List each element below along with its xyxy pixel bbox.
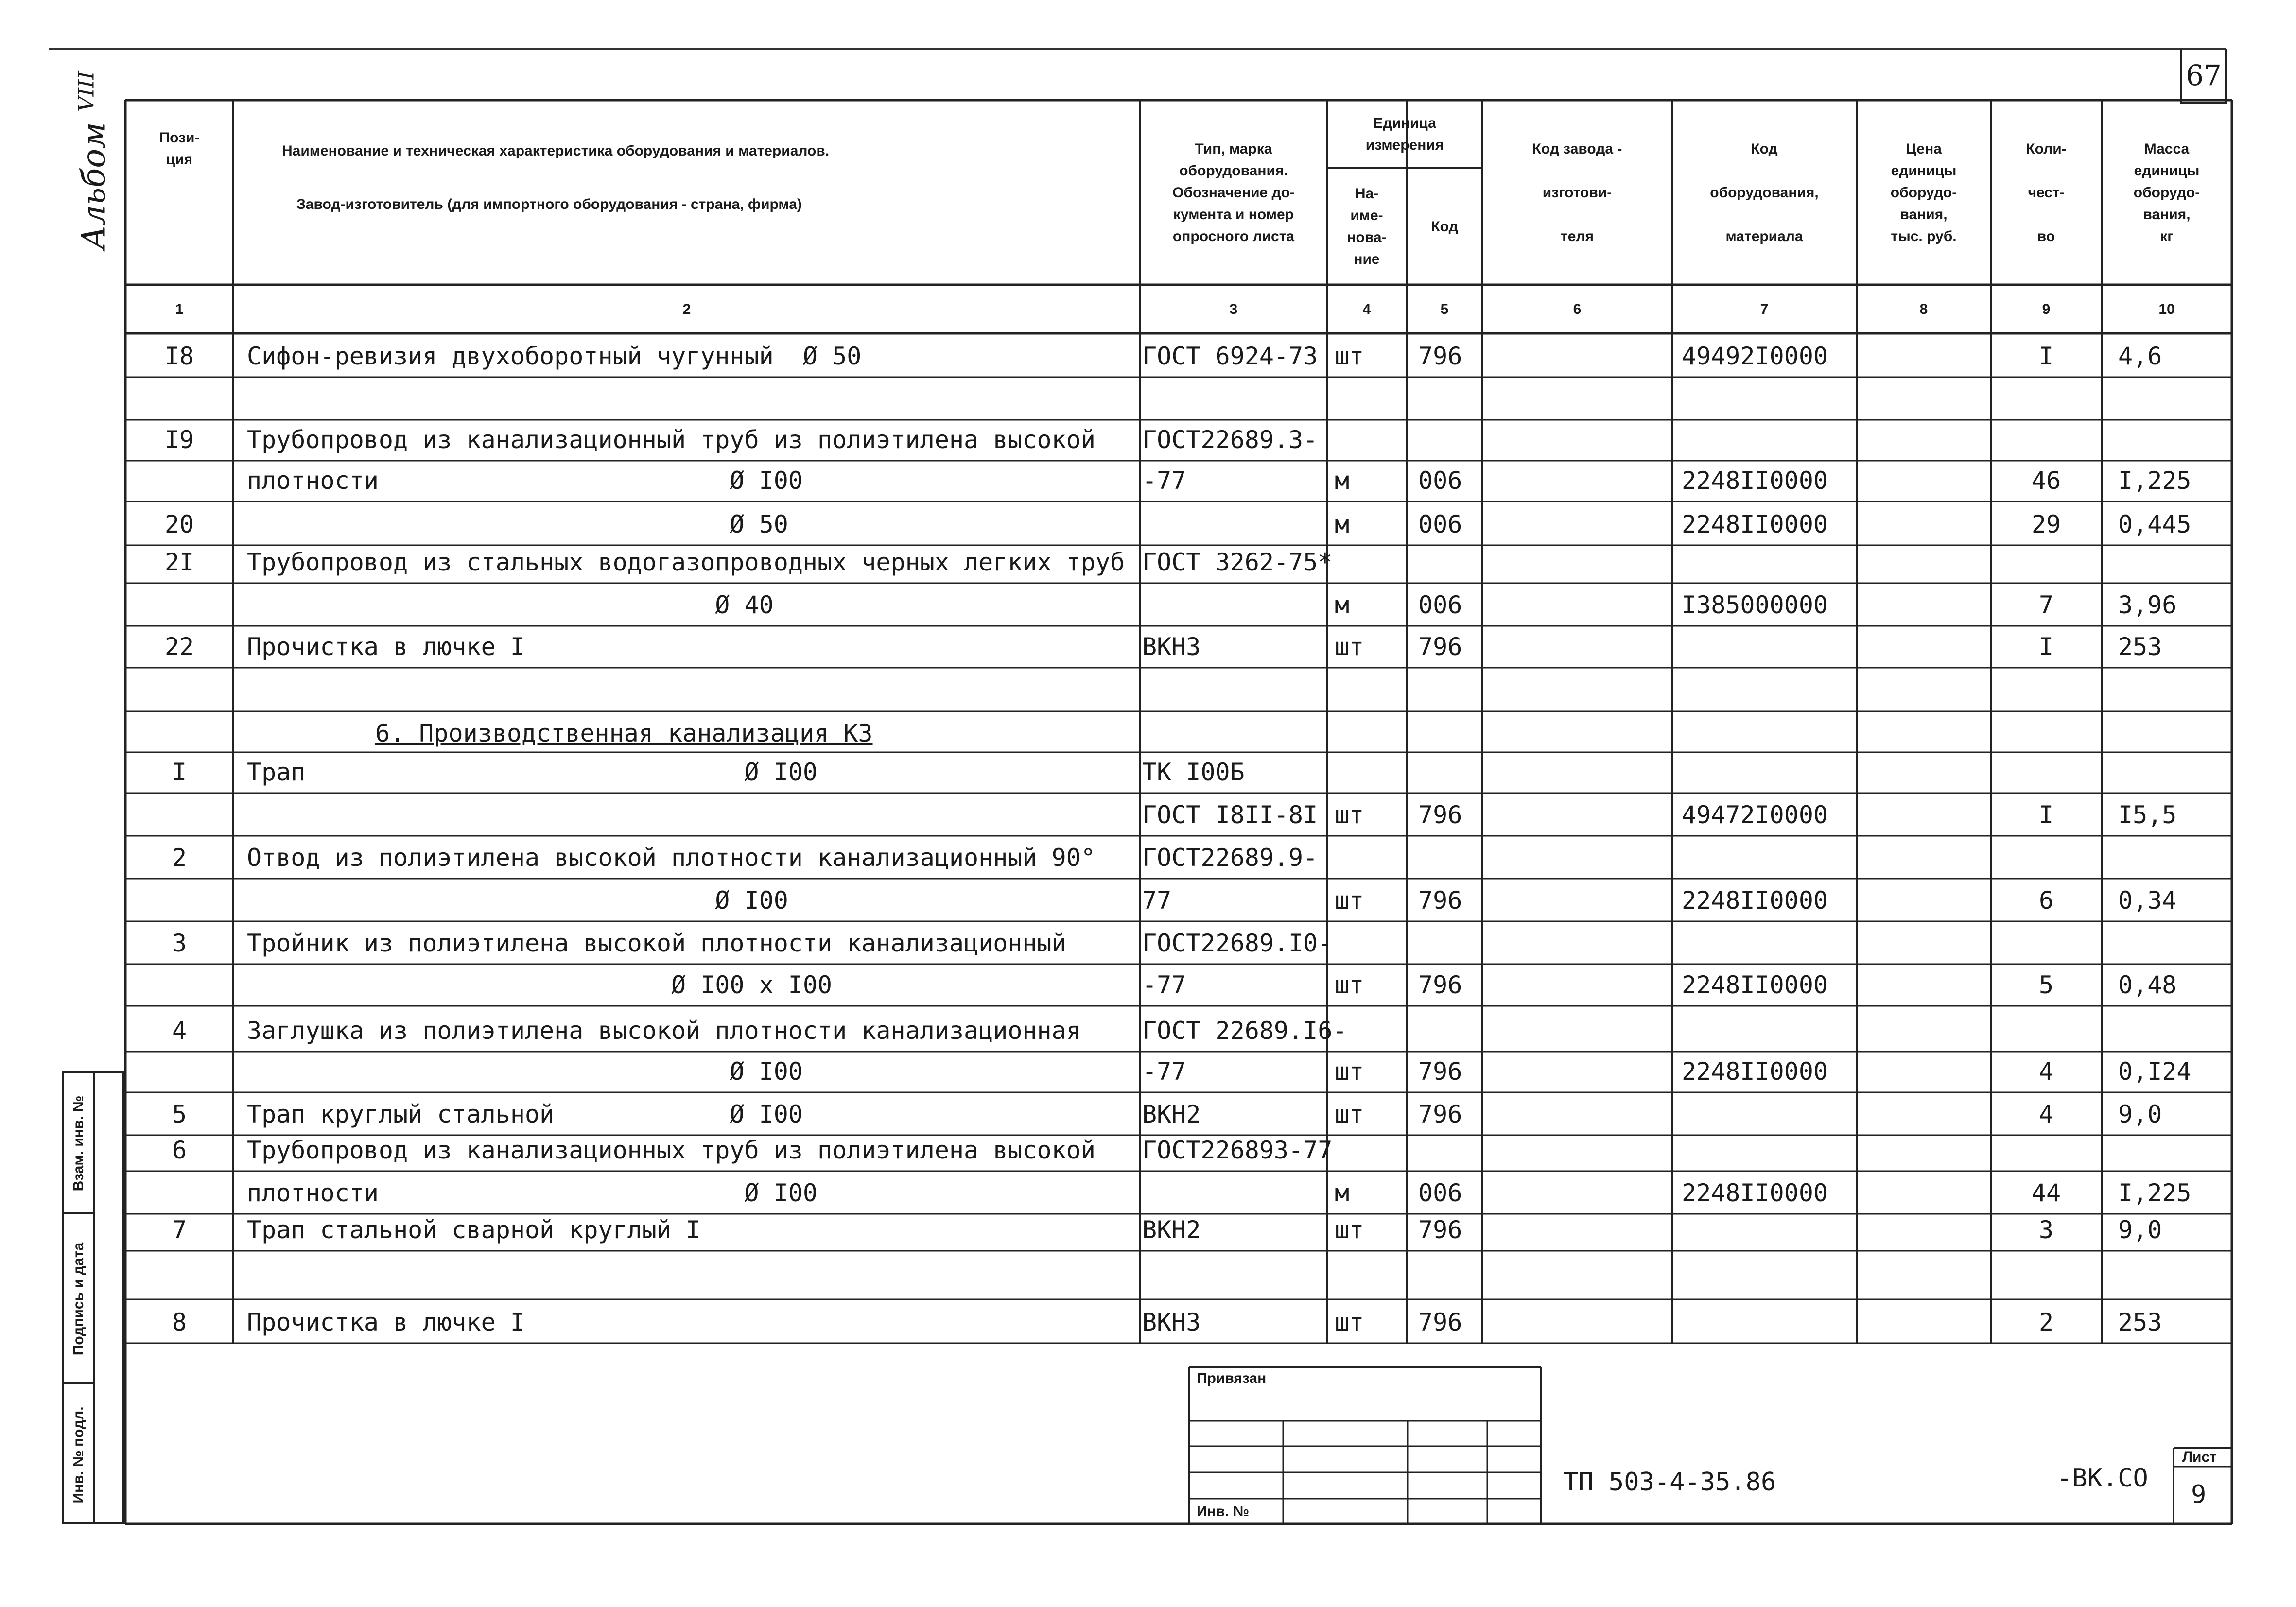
row-position: I xyxy=(172,758,187,786)
row-name: Трап круглый стальной Ø I00 xyxy=(247,1100,803,1128)
sheet-label: Лист xyxy=(2182,1449,2217,1465)
row-quantity: 7 xyxy=(2038,591,2054,619)
header-col2_line2: Завод-изготовитель (для импортного оборудования - страна, фирма) xyxy=(296,196,802,212)
row-quantity: I xyxy=(2038,801,2054,829)
column-number: 5 xyxy=(1440,301,1449,317)
row-position: 5 xyxy=(172,1100,187,1128)
row-document: ГОСТ226893-77 xyxy=(1142,1136,1333,1164)
row-document: ТК I00Б xyxy=(1142,758,1245,786)
row-equipment-code: 2248II0000 xyxy=(1682,971,1828,999)
row-name: плотности Ø I00 xyxy=(247,1179,818,1207)
row-mass: 0,48 xyxy=(2118,971,2177,999)
row-position: 7 xyxy=(172,1216,187,1244)
album-text: Альбом xyxy=(75,122,113,250)
row-document: ВКН3 xyxy=(1142,633,1201,661)
sheet-number: 9 xyxy=(2191,1480,2207,1509)
row-name: Ø 40 xyxy=(247,591,774,619)
row-document: 77 xyxy=(1142,886,1172,915)
row-unit-code: 796 xyxy=(1418,801,1462,829)
row-unit-code: 006 xyxy=(1418,510,1462,538)
column-number: 7 xyxy=(1760,301,1769,317)
bound-label: Привязан xyxy=(1197,1370,1267,1386)
row-name: Ø I00 x I00 xyxy=(247,971,833,999)
row-mass: I,225 xyxy=(2118,1179,2192,1207)
row-name: Трубопровод из стальных водогазопроводных черных легких труб xyxy=(247,548,1125,576)
row-mass: 253 xyxy=(2118,1308,2162,1336)
header-col2_line1: Наименование и техническая характеристика оборудования и материалов. xyxy=(282,142,830,159)
row-document: ВКН2 xyxy=(1142,1216,1201,1244)
row-unit-code: 796 xyxy=(1418,971,1462,999)
row-name: Прочистка в лючке I xyxy=(247,633,525,661)
column-number: 2 xyxy=(682,301,691,317)
row-document: -77 xyxy=(1142,971,1186,999)
column-number: 4 xyxy=(1362,301,1371,317)
row-name: Отвод из полиэтилена высокой плотности канализационный 90° xyxy=(247,844,1096,872)
row-mass: I5,5 xyxy=(2118,801,2177,829)
header-col45_group: Единица измерения xyxy=(1365,115,1444,153)
row-unit: шт xyxy=(1335,342,1364,370)
row-equipment-code: 2248II0000 xyxy=(1682,510,1828,538)
row-equipment-code: 2248II0000 xyxy=(1682,1057,1828,1086)
column-number: 10 xyxy=(2158,301,2175,317)
row-name: Сифон-ревизия двухоборотный чугунный Ø 50 xyxy=(247,342,862,370)
column-number: 6 xyxy=(1573,301,1582,317)
row-document: ВКН2 xyxy=(1142,1100,1201,1128)
row-position: 4 xyxy=(172,1017,187,1045)
row-mass: I,225 xyxy=(2118,467,2192,495)
row-mass: 4,6 xyxy=(2118,342,2162,370)
row-position: 6 xyxy=(172,1136,187,1164)
row-document: ГОСТ 3262-75* xyxy=(1142,548,1333,576)
row-unit: м xyxy=(1335,1179,1350,1207)
row-document: ГОСТ22689.I0- xyxy=(1142,929,1333,957)
row-unit: м xyxy=(1335,591,1350,619)
row-unit: шт xyxy=(1335,971,1364,999)
row-mass: 253 xyxy=(2118,633,2162,661)
row-position: 3 xyxy=(172,929,187,957)
column-number: 9 xyxy=(2042,301,2051,317)
row-unit-code: 006 xyxy=(1418,467,1462,495)
column-number: 3 xyxy=(1229,301,1238,317)
row-equipment-code: 2248II0000 xyxy=(1682,1179,1828,1207)
row-quantity: 29 xyxy=(2031,510,2061,538)
header-col1: Пози- ция xyxy=(159,130,200,168)
header-col5: Код xyxy=(1431,218,1458,235)
row-unit: шт xyxy=(1335,1216,1364,1244)
row-position: 2 xyxy=(172,844,187,872)
row-unit: шт xyxy=(1335,886,1364,915)
row-name: Тройник из полиэтилена высокой плотности канализационный xyxy=(247,929,1066,957)
row-quantity: 3 xyxy=(2038,1216,2054,1244)
row-quantity: 5 xyxy=(2038,971,2054,999)
header-col6: Код завода - изготови- теля xyxy=(1532,140,1622,244)
document-suffix: -ВК.СО xyxy=(2057,1464,2148,1493)
row-name: Прочистка в лючке I xyxy=(247,1308,525,1336)
header-col4: На- име- нова- ние xyxy=(1347,186,1387,267)
row-document: ВКН3 xyxy=(1142,1308,1201,1336)
row-name: Заглушка из полиэтилена высокой плотности канализационная xyxy=(247,1017,1081,1045)
row-position: 22 xyxy=(164,633,194,661)
side-label-replace-inv: Взам. инв. № xyxy=(70,1095,87,1192)
row-name: плотности Ø I00 xyxy=(247,467,803,495)
header-col8: Цена единицы оборудо- вания, тыс. руб. xyxy=(1890,140,1957,244)
row-quantity: I xyxy=(2038,342,2054,370)
row-quantity: I xyxy=(2038,633,2054,661)
row-name: Трубопровод из канализационный труб из полиэтилена высокой xyxy=(247,426,1096,454)
row-unit: шт xyxy=(1335,1100,1364,1128)
album-roman: VIII xyxy=(74,71,99,112)
row-position: I8 xyxy=(164,342,194,370)
row-mass: 9,0 xyxy=(2118,1100,2162,1128)
row-document: ГОСТ22689.9- xyxy=(1142,844,1318,872)
row-unit-code: 796 xyxy=(1418,1308,1462,1336)
page-number: 67 xyxy=(2180,49,2227,104)
row-unit: шт xyxy=(1335,633,1364,661)
header-col9: Коли- чест- во xyxy=(2026,140,2067,244)
row-mass: 0,34 xyxy=(2118,886,2177,915)
row-mass: 3,96 xyxy=(2118,591,2177,619)
row-name: Трап Ø I00 xyxy=(247,758,818,786)
row-unit-code: 796 xyxy=(1418,342,1462,370)
column-number: 1 xyxy=(175,301,184,317)
row-name: Трап стальной сварной круглый I xyxy=(247,1216,701,1244)
row-document: ГОСТ I8II-8I xyxy=(1142,801,1318,829)
inv-label: Инв. № xyxy=(1197,1503,1250,1520)
row-document: -77 xyxy=(1142,467,1186,495)
row-mass: 0,I24 xyxy=(2118,1057,2192,1086)
row-mass: 0,445 xyxy=(2118,510,2192,538)
row-quantity: 4 xyxy=(2038,1057,2054,1086)
row-position: I9 xyxy=(164,426,194,454)
row-quantity: 4 xyxy=(2038,1100,2054,1128)
row-equipment-code: 2248II0000 xyxy=(1682,467,1828,495)
row-mass: 9,0 xyxy=(2118,1216,2162,1244)
row-unit-code: 796 xyxy=(1418,1100,1462,1128)
row-quantity: 2 xyxy=(2038,1308,2054,1336)
row-position: 2I xyxy=(164,548,194,576)
row-unit-code: 796 xyxy=(1418,1216,1462,1244)
side-label-inv-orig: Инв. № подл. xyxy=(70,1406,87,1503)
row-name: Ø I00 xyxy=(247,886,788,915)
row-equipment-code: 2248II0000 xyxy=(1682,886,1828,915)
row-unit-code: 796 xyxy=(1418,633,1462,661)
row-position: 8 xyxy=(172,1308,187,1336)
row-quantity: 46 xyxy=(2031,467,2061,495)
row-unit: шт xyxy=(1335,801,1364,829)
row-document: ГОСТ22689.3- xyxy=(1142,426,1318,454)
row-equipment-code: 49472I0000 xyxy=(1682,801,1828,829)
row-unit: шт xyxy=(1335,1057,1364,1086)
row-unit: м xyxy=(1335,510,1350,538)
row-document: ГОСТ 6924-73 xyxy=(1142,342,1318,370)
section-title: 6. Производственная канализация К3 xyxy=(375,719,873,747)
column-number: 8 xyxy=(1919,301,1928,317)
row-document: -77 xyxy=(1142,1057,1186,1086)
header-col10: Масса единицы оборудо- вания, кг xyxy=(2133,140,2200,244)
row-position: 20 xyxy=(164,510,194,538)
row-unit: шт xyxy=(1335,1308,1364,1336)
row-unit-code: 796 xyxy=(1418,1057,1462,1086)
row-equipment-code: I385000000 xyxy=(1682,591,1828,619)
row-unit-code: 796 xyxy=(1418,886,1462,915)
row-unit: м xyxy=(1335,467,1350,495)
row-unit-code: 006 xyxy=(1418,1179,1462,1207)
row-unit-code: 006 xyxy=(1418,591,1462,619)
row-quantity: 6 xyxy=(2038,886,2054,915)
row-name: Ø 50 xyxy=(247,510,788,538)
document-code: ТП 503-4-35.86 xyxy=(1563,1468,1776,1497)
side-label-sign-date: Подпись и дата xyxy=(70,1242,87,1356)
row-document: ГОСТ 22689.I6- xyxy=(1142,1017,1347,1045)
row-name: Ø I00 xyxy=(247,1057,803,1086)
header-col3: Тип, марка оборудования. Обозначение до- кумента и номер опросного листа xyxy=(1172,140,1295,244)
row-quantity: 44 xyxy=(2031,1179,2061,1207)
row-equipment-code: 49492I0000 xyxy=(1682,342,1828,370)
header-col7: Код оборудования, материала xyxy=(1710,140,1819,244)
row-name: Трубопровод из канализационных труб из полиэтилена высокой xyxy=(247,1136,1096,1164)
